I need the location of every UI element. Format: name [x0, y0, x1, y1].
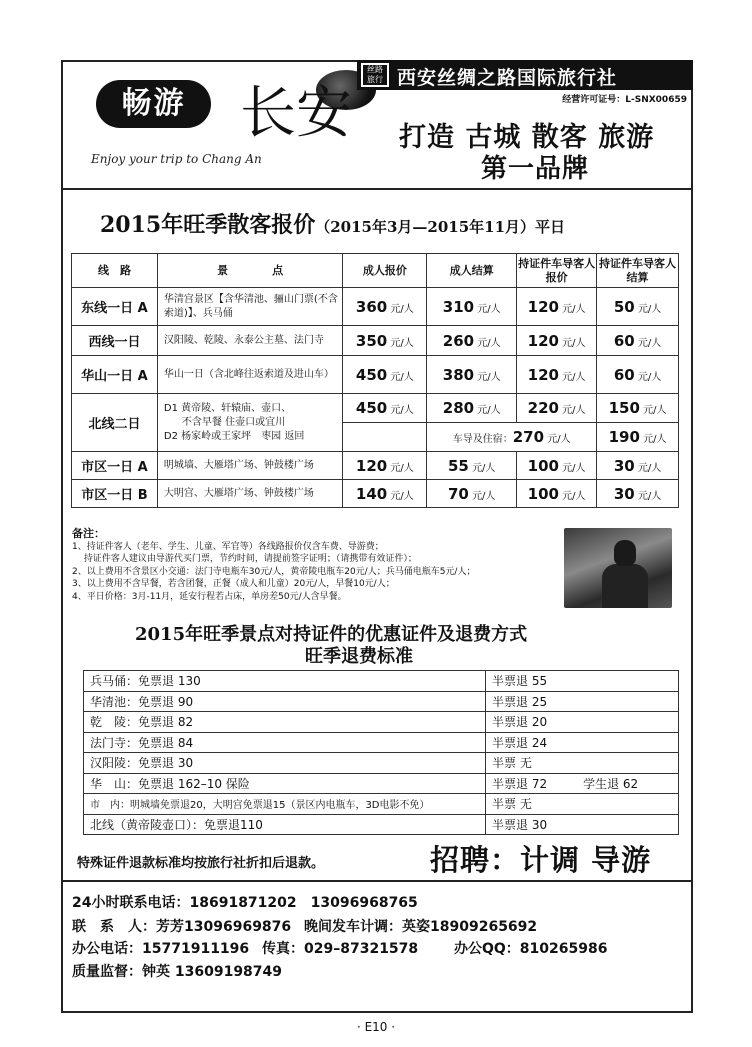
- note-line: 3、以上费用不含早餐，若含团餐，正餐（成人和儿童）20元/人，早餐10元/人；: [72, 579, 395, 589]
- logo-calligraphy: 长安: [240, 81, 352, 146]
- price-cell: 190 元/人: [597, 423, 679, 452]
- table-row: [72, 326, 679, 356]
- note-line: 持证件客人建议由导游代买门票，节约时间，请提前签字证明；（请携带有效证件）；: [72, 554, 417, 564]
- quality-supervision: 质量监督：钟英 13609198749: [72, 964, 283, 980]
- price-cell: 280 元/人: [427, 394, 517, 423]
- recruit-banner: 招聘：计调 导游: [430, 843, 652, 877]
- route-name: 西线一日: [72, 326, 158, 356]
- price-cell: 50 元/人: [597, 288, 679, 326]
- table-row: [72, 452, 679, 480]
- route-name: 市区一日 A: [72, 452, 158, 480]
- price-subtitle: （2015年3月—2015年11月）平日: [315, 218, 566, 236]
- note-line: 2、以上费用不含景区小交通：法门寺电瓶车30元/人，黄帝陵电瓶车20元/人；兵马俑电瓶车5元/人；: [72, 566, 476, 577]
- table-row: 北线（黄帝陵壶口）：免票退110 半票退 30: [84, 814, 679, 835]
- price-cell: 120 元/人: [517, 326, 597, 356]
- refund-table: [83, 670, 679, 835]
- contact-row: [72, 916, 672, 936]
- price-cell: 450 元/人: [343, 356, 427, 394]
- note-line: 4、平日价格：3月-11月，延安行程若占床，单房差50元/人含早餐。: [72, 591, 347, 602]
- notes: [72, 528, 562, 603]
- header-route: 线 路: [72, 254, 158, 288]
- price-cell: 60 元/人: [597, 326, 679, 356]
- license-number: 经营许可证号：L-SNX00659: [562, 95, 687, 105]
- header-scenic: 景 点: [157, 254, 342, 288]
- table-row: 华清池：免票退 90 半票退 25: [84, 691, 679, 712]
- header-adult-price: 成人报价: [343, 254, 427, 288]
- office-row: [72, 938, 672, 958]
- table-row: 汉阳陵：免票退 30 半票 无: [84, 753, 679, 774]
- table-row: 法门寺：免票退 84 半票退 24: [84, 732, 679, 753]
- price-cell: 450 元/人: [343, 394, 427, 423]
- notes-title: 备注：: [72, 527, 105, 540]
- agency-bar: [357, 60, 693, 90]
- logo-changyou: 畅游: [96, 80, 211, 128]
- price-cell: 350 元/人: [343, 326, 427, 356]
- scenic-list: 华山一日（含北峰往返索道及进山车）: [157, 356, 342, 394]
- table-row: [72, 480, 679, 508]
- fax: 传真：029–87321578: [262, 941, 419, 957]
- header-cert-price: 持证件车导客人报价: [517, 254, 597, 288]
- driver-lodging-price: 车导及住宿：270 元/人: [427, 423, 597, 452]
- table-row: [72, 394, 679, 423]
- hotline: 24小时联系电话：18691871202 13096968765: [72, 895, 418, 911]
- scenic-list: 大明宫、大雁塔广场、钟鼓楼广场: [157, 480, 342, 508]
- note-line: 1、持证件客人（老年、学生、儿童、军官等）各线路报价仅含车费、导游费；: [72, 541, 384, 552]
- price-cell: 60 元/人: [597, 356, 679, 394]
- price-cell: 120 元/人: [517, 288, 597, 326]
- price-title: 2015年旺季散客报价（2015年3月—2015年11月）平日: [100, 212, 566, 238]
- price-cell: 120 元/人: [343, 452, 427, 480]
- route-name: 北线二日: [72, 394, 158, 452]
- price-cell: 120 元/人: [517, 356, 597, 394]
- route-name: 华山一日 A: [72, 356, 158, 394]
- office-phone: 办公电话：15771911196: [72, 941, 250, 957]
- enjoy-tagline: Enjoy your trip to Chang An: [91, 152, 262, 166]
- table-row: [72, 356, 679, 394]
- scenic-list: 明城墙、大雁塔广场、钟鼓楼广场: [157, 452, 342, 480]
- slogan-line2: 第一品牌: [481, 154, 590, 184]
- header: [61, 60, 693, 190]
- scenic-list: 汉阳陵、乾陵、永泰公主墓、法门寺: [157, 326, 342, 356]
- route-name: 市区一日 B: [72, 480, 158, 508]
- header-adult-settle: 成人结算: [427, 254, 517, 288]
- price-cell: 380 元/人: [427, 356, 517, 394]
- agency-seal-icon: 丝路 旅行: [361, 63, 389, 87]
- price-cell: 30 元/人: [597, 452, 679, 480]
- scenic-list: 华清宫景区【含华清池、骊山门票(不含索道)】、兵马俑: [157, 288, 342, 326]
- divider: [61, 880, 693, 882]
- table-row: 乾 陵：免票退 82 半票退 20: [84, 712, 679, 733]
- agency-name: 西安丝绸之路国际旅行社: [397, 67, 618, 89]
- price-cell: 70 元/人: [427, 480, 517, 508]
- price-cell: 150 元/人: [597, 394, 679, 423]
- contact-person: 联 系 人：芳芳13096969876: [72, 919, 292, 935]
- slogan-line1: 打造 古城 散客 旅游: [399, 122, 655, 153]
- price-cell: 360 元/人: [343, 288, 427, 326]
- table-row: [72, 288, 679, 326]
- scenic-list: D1 黄帝陵、轩辕庙、壶口、 不含早餐 住壶口或宜川 D2 杨家岭或王家坪 枣园 返回: [157, 394, 342, 452]
- price-cell: 30 元/人: [597, 480, 679, 508]
- table-row: 市 内：明城墙免票退20，大明宫免票退15（景区内电瓶车，3D电影不免） 半票 无: [84, 794, 679, 815]
- header-cert-settle: 持证件车导客人结算: [597, 254, 679, 288]
- price-cell: 260 元/人: [427, 326, 517, 356]
- price-cell: 310 元/人: [427, 288, 517, 326]
- terracotta-warrior-photo: [564, 528, 672, 608]
- refund-title: 2015年旺季景点对持证件的优惠证件及退费方式: [135, 624, 528, 645]
- price-cell: 220 元/人: [517, 394, 597, 423]
- special-note: 特殊证件退款标准均按旅行社折扣后退款。: [77, 856, 325, 871]
- price-cell: 140 元/人: [343, 480, 427, 508]
- page-number: · E10 ·: [356, 1020, 396, 1034]
- price-header-row: [72, 254, 679, 288]
- table-row: 兵马俑：免票退 130 半票退 55: [84, 671, 679, 692]
- office-qq: 办公QQ：810265986: [454, 941, 608, 957]
- night-dispatch: 晚间发车计调：英姿18909265692: [304, 919, 538, 935]
- price-cell: 55 元/人: [427, 452, 517, 480]
- price-cell: 100 元/人: [517, 452, 597, 480]
- price-cell: 100 元/人: [517, 480, 597, 508]
- route-name: 东线一日 A: [72, 288, 158, 326]
- price-table: [71, 253, 679, 508]
- refund-subtitle: 旺季退费标准: [305, 646, 413, 667]
- table-row: 华 山：免票退 162–10 保险 半票退 72 学生退 62: [84, 773, 679, 794]
